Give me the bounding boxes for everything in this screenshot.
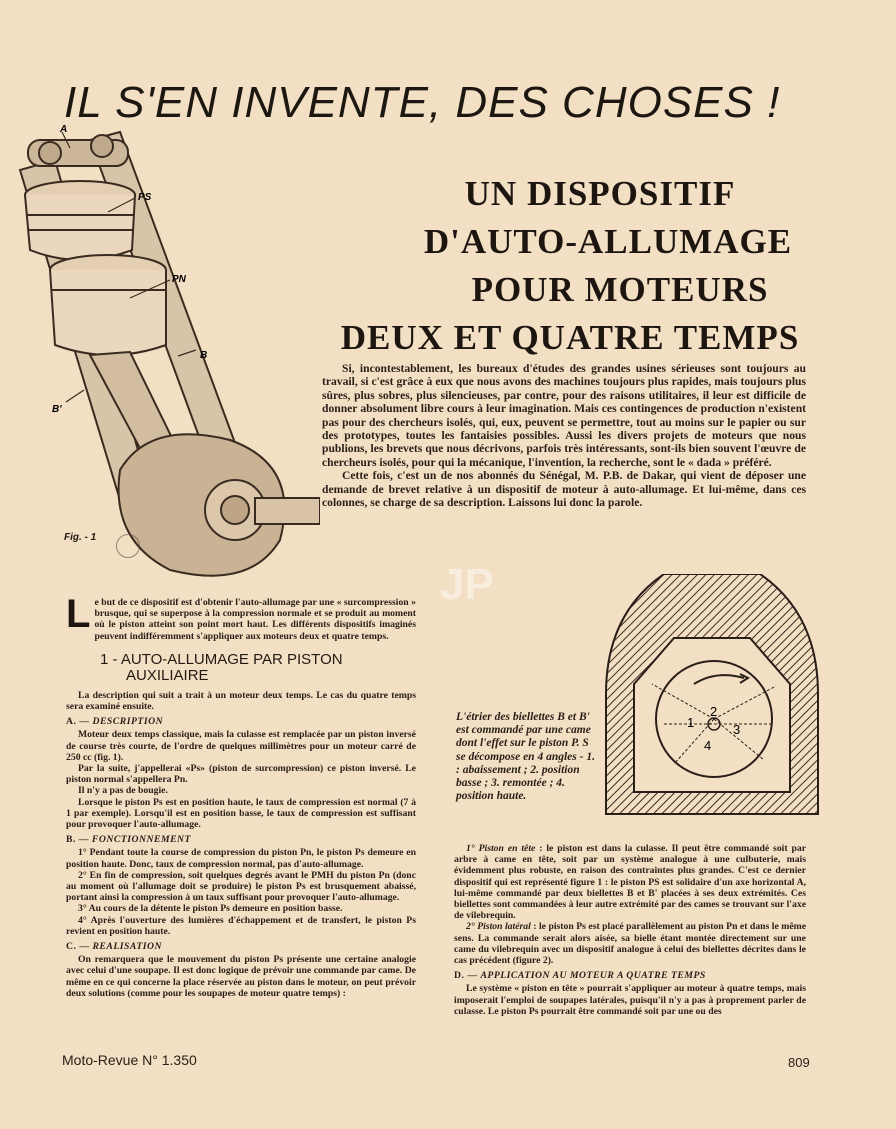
title-line-1: UN DISPOSITIF <box>464 174 736 213</box>
intro-paragraph-2: Cette fois, c'est un de nos abonnés du Sénégal, M. P.B. de Dakar, qui vient de déposer une demande de brevet relative à un dispositif de moteur à auto-allumage. Et lui-même, dans ces colonnes, se charge de sa description. Laissons lui donc la parole. <box>322 469 806 510</box>
lead-paragraph: e but de ce dispositif est d'obtenir l'auto-allumage par une « surcompression » brusque, qui se superpose à la compression normale et se produit au moment où le piston atteint son point mort haut. Les différents dispositifs imaginés peuvent indifféremment s'appliquer aux moteurs deux et quatre temps. <box>94 597 416 642</box>
b-paragraph-1: 1° Pendant toute la course de compression du piston Pn, le piston Ps demeure en position haute. Donc, taux de compression normal, pas d'auto-allumage. <box>66 847 416 870</box>
fig1-label-a: A <box>60 124 68 135</box>
title-line-2: D'AUTO-ALLUMAGE <box>423 222 793 261</box>
fig2-label-1: 1 <box>687 715 695 730</box>
figure-2-drawing <box>604 574 820 816</box>
heading-a: A. — DESCRIPTION <box>66 716 164 728</box>
fig2-label-3: 3 <box>733 722 741 737</box>
right-column <box>454 843 806 1017</box>
figure-1-label: Fig. - 1 <box>64 532 97 543</box>
title-line-3: POUR MOTEURS <box>471 270 769 309</box>
figure-1-drawing <box>0 120 320 595</box>
left-column <box>66 592 416 999</box>
fig1-label-b2: B' <box>52 404 62 415</box>
figure-2-caption: L'étrier des biellettes B et B' est commandé par une came dont l'effet sur le piston P. S se décompose en 4 angles - 1. : abaissement ; 2. position basse ; 3. remontée ; 4. position haute. <box>456 711 595 803</box>
fig2-label-4: 4 <box>704 738 712 753</box>
a-paragraph-3: Il n'y a pas de bougie. <box>78 785 168 797</box>
magazine-issue: Moto-Revue N° 1.350 <box>62 1052 197 1068</box>
c-paragraph-1: On remarquera que le mouvement du piston Ps présente une certaine analogie avec celui d'une soupape. Il est donc logique de prévoir une commande par came. De même en ce qui concerne la place réservée au piston dans le moteur, on peut prévoir deux solutions (comme pour les soupapes de moteur quatre temps) : <box>66 954 416 999</box>
fig1-label-ps: PS <box>138 192 152 203</box>
heading-c: C. — REALISATION <box>66 941 163 953</box>
fig1-label-b: B <box>200 350 208 361</box>
section-1-intro: La description qui suit a trait à un moteur deux temps. Le cas du quatre temps sera examiné ensuite. <box>66 689 416 713</box>
watermark: JP <box>440 560 494 609</box>
b-paragraph-4: 4° Après l'ouverture des lumières d'échappement et de transfert, le piston Ps revient en position haute. <box>66 914 416 937</box>
title-line-4: DEUX ET QUATRE TEMPS <box>340 318 800 357</box>
heading-d: D. — APPLICATION AU MOTEUR A QUATRE TEMPS <box>454 970 706 982</box>
intro <box>322 362 806 509</box>
a-paragraph-4: Lorsque le piston Ps est en position haute, le taux de compression est normal (7 à 1 par exemple). Lorsqu'il est en position basse, le taux de compression est suffisant pour provoquer l'auto-allumage. <box>66 796 416 831</box>
d-paragraph-1: Le système « piston en tête » pourrait s'appliquer au moteur à quatre temps, mais imposerait l'emploi de soupapes latérales, puisqu'il n'y a pas à proprement parler de culasse. Le piston Ps pourrait être commandé soit par une ou des <box>454 983 806 1017</box>
section-1-heading-line-2: AUXILIAIRE <box>126 666 209 684</box>
r-paragraph-2: 2° Piston latéral : le piston Ps est placé parallèlement au piston Pn et dans le même sens. La commande serait alors aisée, sa bielle étant montée directement sur une came du vilebrequin avec un dispositif analogue à celui des biellettes décrites dans le cas précédent (figure 2). <box>454 921 806 967</box>
a-paragraph-1: Moteur deux temps classique, mais la culasse est remplacée par un piston inversé de course très courte, de l'ordre de quelques millimètres pour un moteur carré de 250 cc (fig. 1). <box>66 729 416 763</box>
fig1-label-pn: PN <box>172 274 186 285</box>
section-1-heading <box>66 652 416 684</box>
headline: IL S'EN INVENTE, DES CHOSES ! <box>64 78 781 127</box>
b-paragraph-3: 3° Au cours de la détente le piston Ps demeure en position basse. <box>78 903 343 915</box>
stamp-icon <box>116 534 140 558</box>
section-1-heading-line-1: 1 - AUTO-ALLUMAGE PAR PISTON <box>100 650 343 668</box>
r-paragraph-1: 1° Piston en tête : le piston est dans la culasse. Il peut être commandé soit par arbre à came en tête, soit par un système analogue à une culbuterie, mais évidemment plus robuste, en raison des contraintes plus grandes. C'est ce dernier dispositif qui est représenté figure 1 : le piston PS est solidaire d'un axe horizontal A, lui-même commandé par deux biellettes B et B' placées à ses deux extrémités. Ces biellettes sont commandées à leur autre extrémité par des cames se trouvant sur l'axe de vilebrequin. <box>454 843 806 922</box>
a-paragraph-2: Par la suite, j'appellerai «Ps» (piston de surcompression) ce piston inversé. Le piston normal s'appellera Pn. <box>66 763 416 786</box>
page-number: 809 <box>788 1055 810 1070</box>
intro-paragraph-1: Si, incontestablement, les bureaux d'études des grandes usines sérieuses sont toujours au travail, si c'est grâce à eux que nous avons des machines toujours plus rapides, mais toujours plus sûres, plus sobres, plus silencieuses, par contre, pour des raisons utilitaires, il leur est difficile de donner absolument libre cours à leur imagination. Mais ces contingences de production n'existent pas pour des chercheurs isolés, qui, eux, peuvent se permettre, tout au moins sur le papier ou sur des prototypes, toutes les fantaisies possibles. Aussi les divers projets de moteurs que nous publions, les brevets que nous décrivons, parfois très intéressants, sont-ils bien souvent l'œuvre de chercheurs isolés, pour qui la mécanique, l'invention, la recherche, sont le « dada » préféré. <box>322 362 806 469</box>
fig2-label-2: 2 <box>710 704 718 719</box>
drop-cap: L <box>66 592 91 636</box>
figure-2 <box>604 574 820 816</box>
b-paragraph-2: 2° En fin de compression, soit quelques degrés avant le PMH du piston Pn (donc au moment où l'allumage doit se produire) le piston Ps est brusquement abaissé, portant ainsi la compression à un taux suffisant pour provoquer l'auto-allumage. <box>66 869 416 904</box>
heading-b: B. — FONCTIONNEMENT <box>66 834 191 846</box>
figure-1 <box>0 120 320 595</box>
article-title <box>300 170 840 362</box>
